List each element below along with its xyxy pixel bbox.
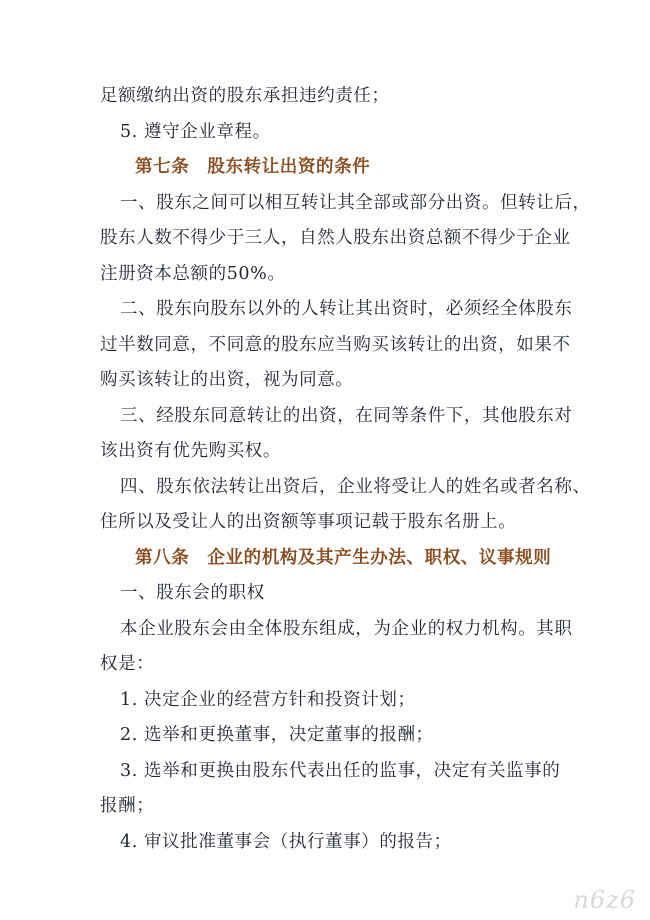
list-item: 1. 决定企业的经营方针和投资计划； <box>120 690 416 710</box>
paragraph-line: 权是： <box>100 654 155 674</box>
paragraph-line: 本企业股东会由全体股东组成，为企业的权力机构。其职 <box>120 619 573 639</box>
text-line: 足额缴纳出资的股东承担违约责任； <box>100 86 390 106</box>
paragraph-line: 一、股东之间可以相互转让其全部或部分出资。但转让后， <box>120 193 591 213</box>
paragraph-line: 购买该转让的出资，视为同意。 <box>100 370 354 390</box>
paragraph-line: 注册资本总额的50%。 <box>100 264 286 284</box>
list-item: 2. 选举和更换董事，决定董事的报酬； <box>120 725 434 745</box>
article-heading: 第八条 企业的机构及其产生办法、职权、议事规则 <box>135 548 552 568</box>
section-heading: 一、股东会的职权 <box>120 583 265 603</box>
list-item: 5. 遵守企业章程。 <box>120 122 271 142</box>
paragraph-line: 四、股东依法转让出资后，企业将受让人的姓名或者名称、 <box>120 477 591 497</box>
article-heading: 第七条 股东转让出资的条件 <box>135 157 371 177</box>
list-item: 3. 选举和更换由股东代表出任的监事，决定有关监事的 <box>120 761 561 781</box>
paragraph-line: 过半数同意，不同意的股东应当购买该转让的出资，如果不 <box>100 335 571 355</box>
paragraph-line: 该出资有优先购买权。 <box>100 441 281 461</box>
paragraph-line: 住所以及受让人的出资额等事项记载于股东名册上。 <box>100 512 517 532</box>
list-item: 4. 审议批准董事会（执行董事）的报告； <box>120 832 452 852</box>
watermark: n6z6 <box>573 886 636 914</box>
list-item: 报酬； <box>100 796 155 816</box>
paragraph-line: 二、股东向股东以外的人转让其出资时，必须经全体股东 <box>120 299 573 319</box>
paragraph-line: 股东人数不得少于三人，自然人股东出资总额不得少于企业 <box>100 228 571 248</box>
paragraph-line: 三、经股东同意转让的出资，在同等条件下，其他股东对 <box>120 406 573 426</box>
